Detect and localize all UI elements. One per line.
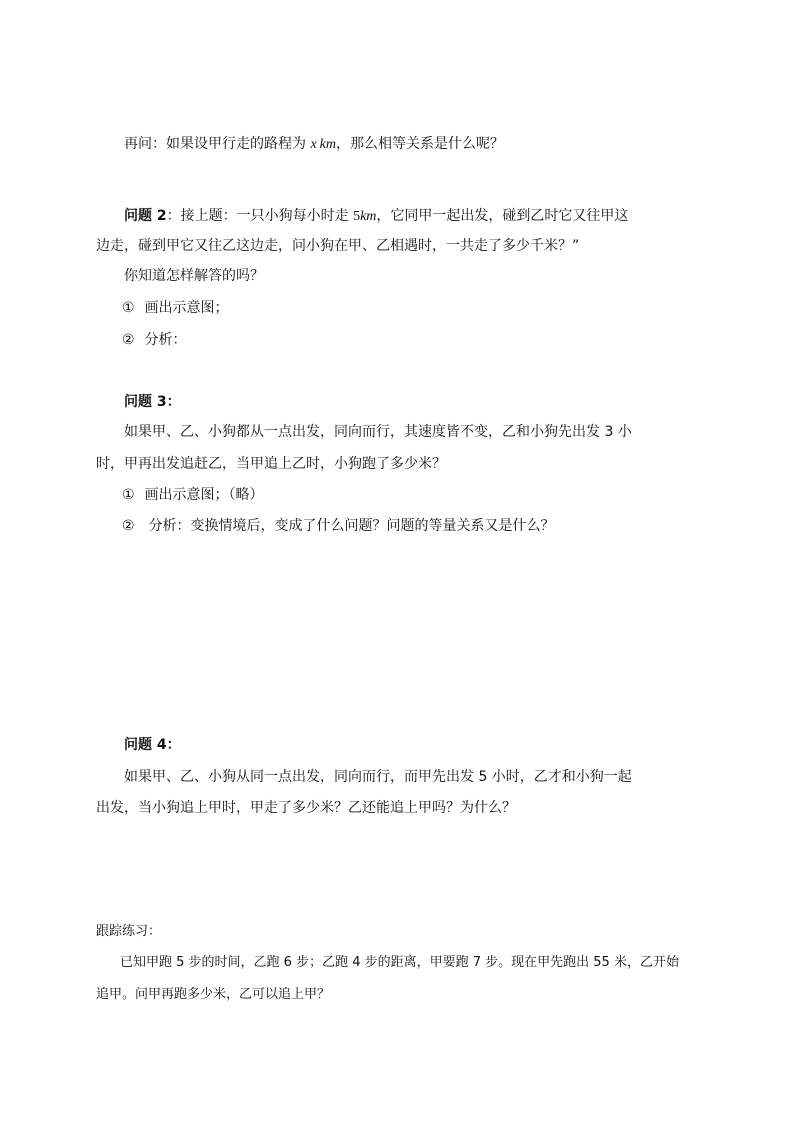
- q4-line-1: 如果甲、乙、小狗从同一点出发，同向而行，而甲先出发 5 小时，乙才和小狗一起: [124, 769, 632, 785]
- q3-step-2-text: 分析：变换情境后，变成了什么问题？问题的等量关系又是什么？: [148, 518, 555, 534]
- q3-step-2-marker: ②: [122, 518, 135, 534]
- q3-step-1-text: 画出示意图；（略）: [144, 487, 264, 503]
- q2-step-2-text: 分析：: [144, 332, 187, 348]
- q3-step-2: [122, 516, 555, 536]
- q3-line-1: 如果甲、乙、小狗都从一点出发，同向而行，其速度皆不变，乙和小狗先出发 3 小: [124, 424, 632, 440]
- q3-title: 问题 3：: [124, 394, 181, 410]
- q4-line-2: 出发，当小狗追上甲时，甲走了多少米？乙还能追上甲吗？为什么？: [96, 800, 516, 816]
- q3-step-1: [122, 485, 264, 505]
- q2-step-1-text: 画出示意图；: [144, 300, 229, 316]
- q2-line-3: 你知道怎样解答的吗？: [124, 268, 264, 284]
- reask-unit: km: [319, 137, 336, 152]
- reask-variable: x: [310, 137, 317, 152]
- reask-prefix: 再问：如果设甲行走的路程为: [124, 136, 311, 152]
- q2-speed-unit: km: [360, 209, 377, 224]
- q2-title: 问题 2: [124, 208, 167, 224]
- q2-text-a: ：接上题：一只小狗每小时走: [166, 208, 354, 224]
- q2-line-2: 边走，碰到甲它又往乙这边走，问小狗在甲、乙相遇时，一共走了多少千米？”: [96, 238, 580, 254]
- q2-line-1: [124, 206, 628, 227]
- reask-suffix: ，那么相等关系是什么呢？: [336, 136, 504, 152]
- q2-step-1: [122, 298, 229, 318]
- q3-step-1-marker: ①: [122, 487, 135, 503]
- practice-line-1: 已知甲跑 5 步的时间，乙跑 6 步；乙跑 4 步的距离，甲要跑 7 步。现在甲先跑出 55 米，乙开始: [120, 955, 679, 970]
- practice-title: 跟踪练习：: [96, 924, 162, 939]
- q2-step-2: [122, 330, 187, 350]
- practice-line-2: 追甲。问甲再跑多少米，乙可以追上甲？: [96, 987, 331, 1002]
- q2-step-1-marker: ①: [122, 300, 135, 316]
- q2-speed-value: 5: [353, 209, 361, 224]
- q2-text-b: ，它同甲一起出发，碰到乙时它又往甲这: [376, 208, 629, 224]
- reask-line: [124, 134, 504, 155]
- q3-line-2: 时，甲再出发追赶乙，当甲追上乙时，小狗跑了多少米？: [96, 456, 446, 472]
- q4-title: 问题 4：: [124, 737, 181, 753]
- q2-step-2-marker: ②: [122, 332, 135, 348]
